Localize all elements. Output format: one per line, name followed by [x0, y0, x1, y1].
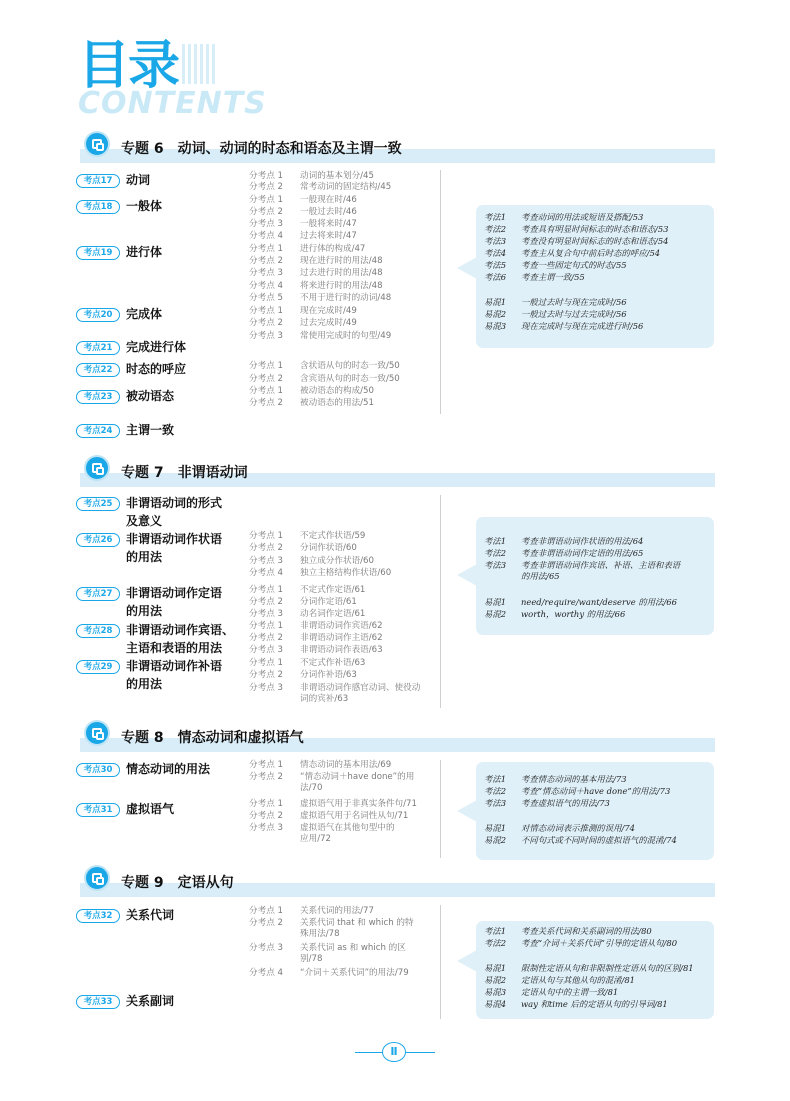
kaofa-box [476, 762, 714, 860]
kaodian-badge[interactable]: 考点22 [76, 363, 120, 377]
sub-point[interactable]: 分考点 1 进行体的构成/47 [249, 244, 366, 254]
kaofa-item[interactable]: 考法1 考查动词的用法或短语及搭配/53 [484, 212, 644, 222]
divider-line [440, 760, 441, 858]
yihun-item[interactable]: 易混2 worth，worthy 的用法/66 [484, 609, 626, 619]
section-title: 专题 7 非谓语动词 [121, 465, 248, 481]
callout-pointer [457, 950, 477, 972]
kaodian-title-cont[interactable]: 及意义 [126, 514, 163, 528]
sub-point[interactable]: 分考点 2 分词作定语/61 [249, 597, 357, 607]
yihun-item[interactable]: 易混1 need/require/want/deserve 的用法/66 [484, 597, 677, 607]
kaofa-item[interactable]: 考法5 考查一些固定句式的时态/55 [484, 260, 627, 270]
sub-point[interactable]: 分考点 5 不用于进行时的动词/48 [249, 293, 392, 303]
sub-point[interactable]: 分考点 1 非谓语动词作宾语/62 [249, 621, 383, 631]
page-title: 目录 [78, 36, 179, 96]
yihun-item[interactable]: 易混3 现在完成时与现在完成进行时/56 [484, 321, 644, 331]
sub-point[interactable]: 分考点 2 非谓语动词作主语/62 [249, 633, 383, 643]
kaodian-badge[interactable]: 考点18 [76, 200, 120, 214]
section-icon [84, 131, 110, 157]
kaodian-title[interactable]: 一般体 [126, 199, 163, 213]
sub-point[interactable]: 分考点 2 现在进行时的用法/48 [249, 256, 383, 266]
divider-line [440, 495, 441, 708]
sub-point[interactable]: 分考点 4 独立主格结构作状语/60 [249, 568, 392, 578]
sub-point[interactable]: 分考点 1 不定式作定语/61 [249, 585, 366, 595]
sub-point[interactable]: 分考点 2 “情态动词＋have done”的用 法/70 [249, 772, 415, 794]
sub-point[interactable]: 分考点 3 过去进行时的用法/48 [249, 268, 383, 278]
kaodian-badge[interactable]: 考点24 [76, 424, 120, 438]
sub-point[interactable]: 分考点 3 动名词作定语/61 [249, 609, 366, 619]
kaodian-title[interactable]: 完成进行体 [126, 340, 187, 354]
sub-point[interactable]: 分考点 3 一般将来时/47 [249, 219, 357, 229]
kaodian-badge[interactable]: 考点28 [76, 624, 120, 638]
sub-point[interactable]: 分考点 2 一般过去时/46 [249, 207, 357, 217]
sub-point[interactable]: 分考点 2 含宾语从句的时态一致/50 [249, 374, 400, 384]
kaofa-box [476, 921, 714, 1019]
kaofa-item[interactable]: 考法4 考查主从复合句中前后时态的呼应/54 [484, 248, 661, 258]
kaofa-item[interactable]: 考法1 考查非谓语动词作状语的用法/64 [484, 536, 644, 546]
section-title: 专题 6 动词、动词的时态和语态及主谓一致 [121, 141, 402, 157]
yihun-item[interactable]: 易混1 一般过去时与现在完成时/56 [484, 297, 627, 307]
kaodian-title[interactable]: 关系副词 [126, 994, 175, 1008]
kaofa-item[interactable]: 考法6 考查主谓一致/55 [484, 272, 585, 282]
section-title: 专题 8 情态动词和虚拟语气 [121, 730, 304, 746]
kaodian-title[interactable]: 非谓语动词作状语 [126, 532, 223, 546]
kaodian-badge[interactable]: 考点30 [76, 763, 120, 777]
sub-point[interactable]: 分考点 1 虚拟语气用于非真实条件句/71 [249, 799, 417, 809]
kaodian-badge[interactable]: 考点20 [76, 308, 120, 322]
kaodian-title[interactable]: 非谓语动词作宾语、 [126, 623, 235, 637]
sub-point[interactable]: 分考点 1 一般现在时/46 [249, 195, 357, 205]
kaodian-badge[interactable]: 考点25 [76, 497, 120, 511]
sub-point[interactable]: 分考点 2 分词作补语/63 [249, 670, 357, 680]
kaofa-box [476, 517, 714, 635]
kaodian-badge[interactable]: 考点32 [76, 909, 120, 923]
sub-point[interactable]: 分考点 2 关系代词 that 和 which 的特 殊用法/78 [249, 918, 414, 940]
title-decoration [182, 44, 218, 84]
callout-pointer [457, 257, 477, 279]
kaodian-title[interactable]: 时态的呼应 [126, 362, 187, 376]
kaodian-title[interactable]: 虚拟语气 [126, 802, 175, 816]
section-title: 专题 9 定语从句 [121, 875, 234, 891]
page-title-en: CONTENTS [78, 86, 267, 121]
kaodian-badge[interactable]: 考点19 [76, 246, 120, 260]
sub-point[interactable]: 分考点 3 非谓语动词作表语/63 [249, 645, 383, 655]
kaofa-item-cont[interactable]: 的用法/65 [521, 571, 560, 581]
divider-line [440, 905, 441, 1019]
yihun-item[interactable]: 易混4 way 和time 后的定语从句的引导词/81 [484, 999, 668, 1009]
sub-point[interactable]: 分考点 2 过去完成时/49 [249, 318, 357, 328]
section-icon [84, 865, 110, 891]
kaodian-badge[interactable]: 考点33 [76, 995, 120, 1009]
sub-point[interactable]: 分考点 1 含状语从句的时态一致/50 [249, 361, 400, 371]
kaodian-title[interactable]: 情态动词的用法 [126, 762, 211, 776]
sub-point[interactable]: 分考点 4 “介词＋关系代词”的用法/79 [249, 968, 409, 978]
kaofa-item[interactable]: 考法3 考查没有明显时间标志的时态和语态/54 [484, 236, 669, 246]
sub-point[interactable]: 分考点 1 动词的基本划分/45 [249, 171, 374, 181]
kaofa-item[interactable]: 考法1 考查关系代词和关系副词的用法/80 [484, 926, 652, 936]
kaodian-title[interactable]: 非谓语动词的形式 [126, 496, 223, 510]
kaofa-item[interactable]: 考法2 考查“情态动词＋have done”的用法/73 [484, 786, 671, 796]
sub-point[interactable]: 分考点 1 被动语态的构成/50 [249, 386, 374, 396]
sub-point[interactable]: 分考点 1 不定式作补语/63 [249, 658, 366, 668]
yihun-item[interactable]: 易混2 定语从句与其他从句的混淆/81 [484, 975, 635, 985]
sub-point[interactable]: 分考点 4 将来进行时的用法/48 [249, 281, 383, 291]
kaodian-title-cont[interactable]: 的用法 [126, 604, 163, 618]
sub-point[interactable]: 分考点 3 独立成分作状语/60 [249, 556, 374, 566]
page-number: Ⅱ [382, 1042, 406, 1062]
kaofa-item[interactable]: 考法1 考查情态动词的基本用法/73 [484, 774, 627, 784]
sub-point[interactable]: 分考点 3 关系代词 as 和 which 的区 别/78 [249, 943, 406, 965]
kaodian-title[interactable]: 被动语态 [126, 389, 175, 403]
kaodian-badge[interactable]: 考点21 [76, 341, 120, 355]
kaodian-title[interactable]: 进行体 [126, 245, 163, 259]
kaodian-title[interactable]: 动词 [126, 173, 151, 187]
kaodian-title-cont[interactable]: 的用法 [126, 677, 163, 691]
kaodian-badge[interactable]: 考点23 [76, 390, 120, 404]
callout-pointer [457, 564, 477, 586]
kaodian-badge[interactable]: 考点26 [76, 533, 120, 547]
kaodian-title[interactable]: 非谓语动词作定语 [126, 586, 223, 600]
kaodian-badge[interactable]: 考点31 [76, 803, 120, 817]
kaodian-badge[interactable]: 考点29 [76, 660, 120, 674]
sub-point[interactable]: 分考点 1 现在完成时/49 [249, 306, 357, 316]
kaodian-title[interactable]: 主谓一致 [126, 423, 175, 437]
yihun-item[interactable]: 易混1 限制性定语从句和非限制性定语从句的区别/81 [484, 963, 694, 973]
kaofa-item[interactable]: 考法2 考查非谓语动词作定语的用法/65 [484, 548, 644, 558]
sub-point[interactable]: 分考点 4 过去将来时/47 [249, 231, 357, 241]
section-icon [84, 720, 110, 746]
sub-point[interactable]: 分考点 3 常使用完成时的句型/49 [249, 331, 392, 341]
sub-point[interactable]: 分考点 2 虚拟语气用于名词性从句/71 [249, 811, 409, 821]
kaofa-box [476, 205, 714, 348]
sub-point[interactable]: 分考点 2 被动语态的用法/51 [249, 398, 374, 408]
callout-pointer [457, 800, 477, 822]
kaodian-title[interactable]: 关系代词 [126, 908, 175, 922]
sub-point[interactable]: 分考点 1 情态动词的基本用法/69 [249, 760, 392, 770]
kaofa-item[interactable]: 考法3 考查虚拟语气的用法/73 [484, 798, 610, 808]
yihun-item[interactable]: 易混1 对情态动词表示推测的误用/74 [484, 823, 635, 833]
kaodian-badge[interactable]: 考点27 [76, 587, 120, 601]
kaodian-title-cont[interactable]: 主语和表语的用法 [126, 641, 223, 655]
sub-point[interactable]: 分考点 3 非谓语动词作感官动词、使役动 词的宾补/63 [249, 683, 421, 705]
kaodian-badge[interactable]: 考点17 [76, 174, 120, 188]
kaofa-item[interactable]: 考法3 考查非谓语动词作宾语、补语、主语和表语 [484, 560, 681, 570]
kaodian-title[interactable]: 非谓语动词作补语 [126, 659, 223, 673]
yihun-item[interactable]: 易混2 不同句式或不同时间的虚拟语气的混淆/74 [484, 835, 677, 845]
kaofa-item[interactable]: 考法2 考查具有明显时间标志的时态和语态/53 [484, 224, 669, 234]
kaodian-title-cont[interactable]: 的用法 [126, 550, 163, 564]
sub-point[interactable]: 分考点 1 关系代词的用法/77 [249, 906, 374, 916]
sub-point[interactable]: 分考点 3 虚拟语气在其他句型中的 应用/72 [249, 823, 395, 845]
kaodian-title[interactable]: 完成体 [126, 307, 163, 321]
sub-point[interactable]: 分考点 1 不定式作状语/59 [249, 531, 366, 541]
yihun-item[interactable]: 易混3 定语从句中的主谓一致/81 [484, 987, 619, 997]
divider-line [440, 170, 441, 414]
sub-point[interactable]: 分考点 2 分词作状语/60 [249, 543, 357, 553]
yihun-item[interactable]: 易混2 一般过去时与过去完成时/56 [484, 309, 627, 319]
sub-point[interactable]: 分考点 2 常考动词的固定结构/45 [249, 182, 392, 192]
kaofa-item[interactable]: 考法2 考查“介词＋关系代词”引导的定语从句/80 [484, 938, 678, 948]
section-icon [84, 455, 110, 481]
